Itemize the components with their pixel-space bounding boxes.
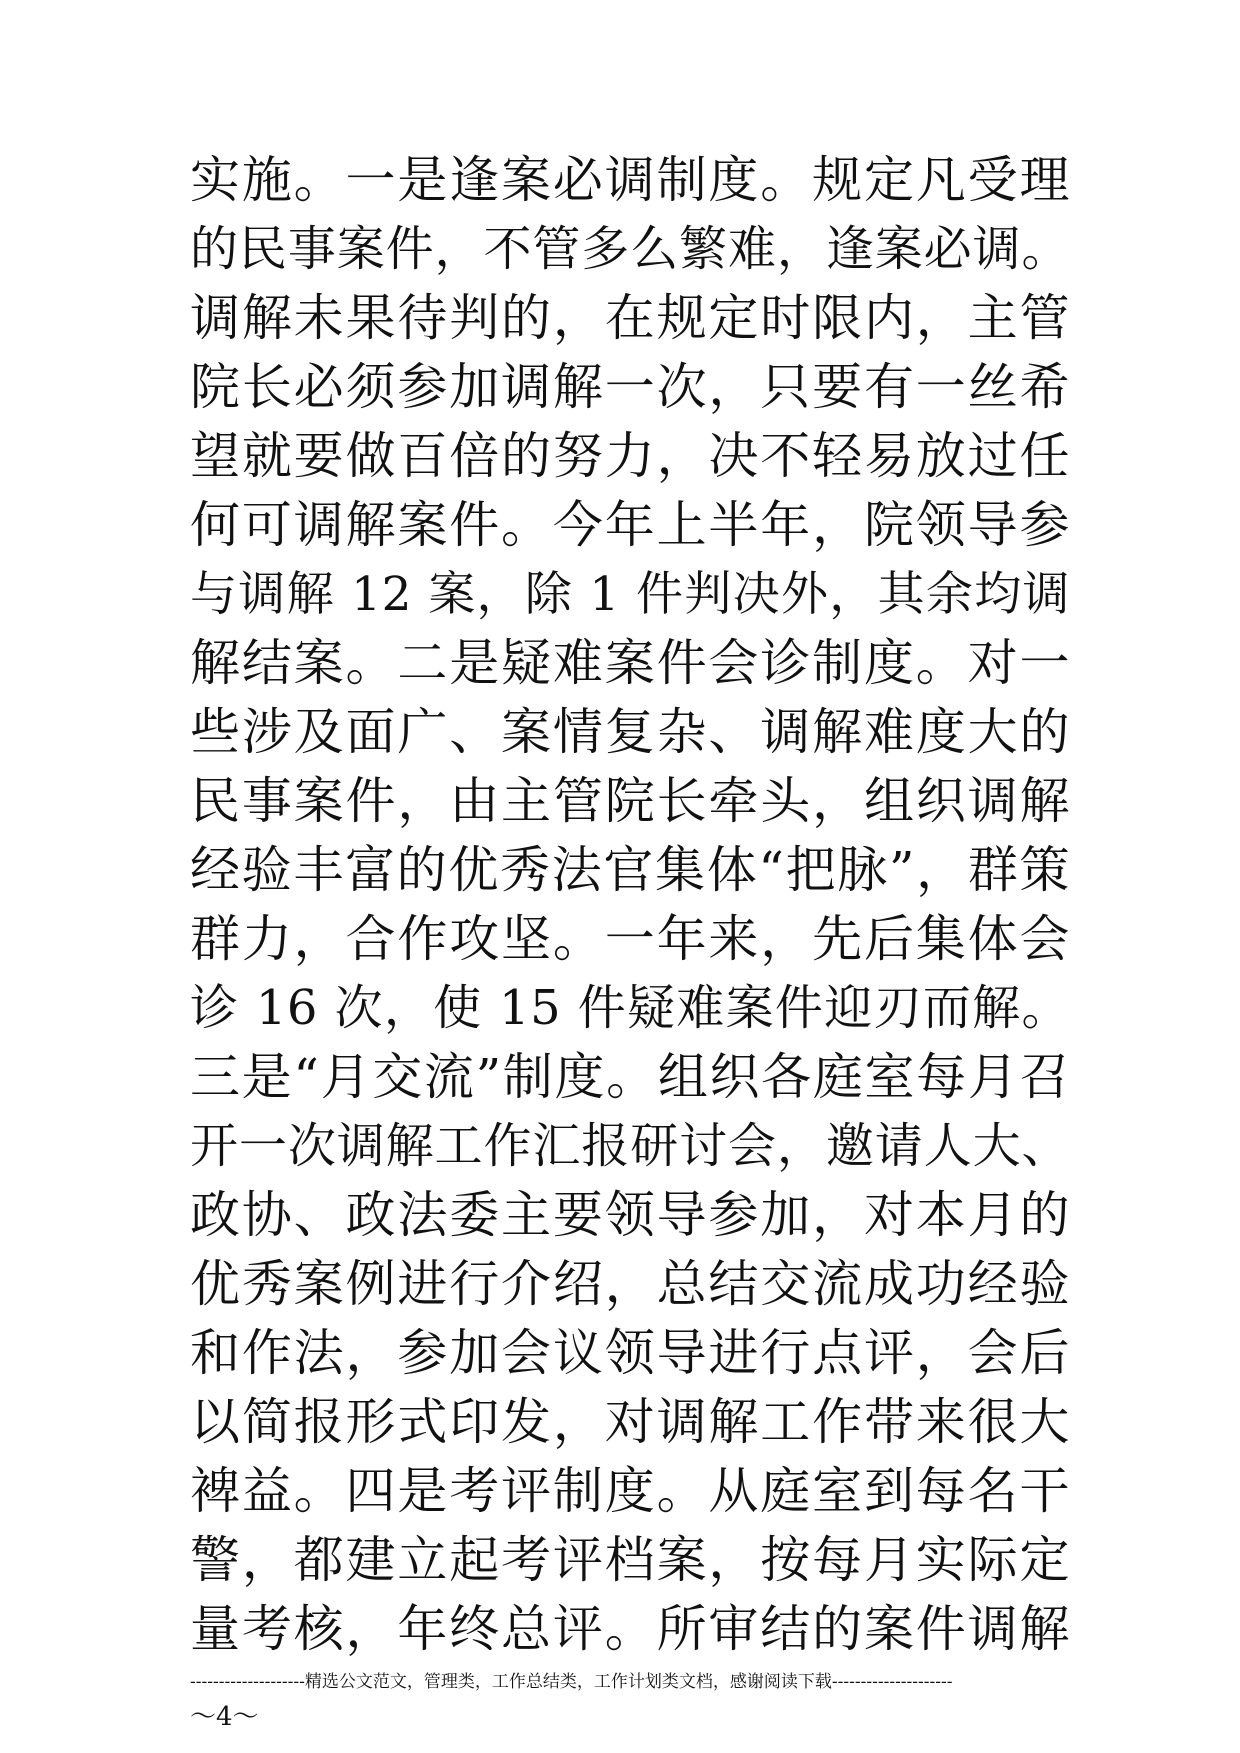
body-line: 裨益。四是考评制度。从庭室到每名干	[190, 1462, 1070, 1520]
body-line: 开一次调解工作汇报研讨会，邀请人大、	[190, 1118, 1070, 1174]
body-line: 民事案件，由主管院长牵头，组织调解	[190, 772, 1070, 830]
body-line: 些涉及面广、案情复杂、调解难度大的	[190, 703, 1070, 761]
body-text	[190, 146, 1070, 1664]
body-line: 解结案。二是疑难案件会诊制度。对一	[190, 634, 1070, 692]
body-line: 和作法，参加会议领导进行点评，会后	[190, 1324, 1070, 1382]
body-line: 群力，合作攻坚。一年来，先后集体会	[190, 910, 1070, 968]
body-line: 院长必须参加调解一次，只要有一丝希	[190, 358, 1070, 416]
body-line: 何可调解案件。今年上半年，院领导参	[190, 496, 1070, 554]
footer-caption: --------------------精选公文范文，管理类，工作总结类，工作计划类文档，感谢阅读下载---------------------	[190, 1672, 953, 1692]
body-line: 望就要做百倍的努力，决不轻易放过任	[190, 427, 1070, 485]
body-line: 与调解 12 案，除 1 件判决外，其余均调	[190, 567, 1070, 622]
page-number: ～4～	[190, 1702, 259, 1732]
body-line: 三是“月交流”制度。组织各庭室每月召	[190, 1048, 1070, 1106]
body-line: 政协、政法委主要领导参加，对本月的	[190, 1186, 1070, 1244]
body-line: 量考核，年终总评。所审结的案件调解	[190, 1600, 1070, 1658]
body-line: 警，都建立起考评档案，按每月实际定	[190, 1531, 1070, 1589]
body-line: 的民事案件，不管多么繁难，逢案必调。	[190, 221, 1070, 277]
body-line: 经验丰富的优秀法官集体“把脉”，群策	[190, 841, 1070, 899]
body-line: 诊 16 次，使 15 件疑难案件迎刃而解。	[190, 980, 1070, 1036]
body-line: 实施。一是逢案必调制度。规定凡受理	[190, 151, 1070, 209]
body-line: 以简报形式印发，对调解工作带来很大	[190, 1393, 1070, 1451]
body-line: 优秀案例进行介绍，总结交流成功经验	[190, 1255, 1070, 1313]
body-line: 调解未果待判的，在规定时限内，主管	[190, 289, 1070, 347]
